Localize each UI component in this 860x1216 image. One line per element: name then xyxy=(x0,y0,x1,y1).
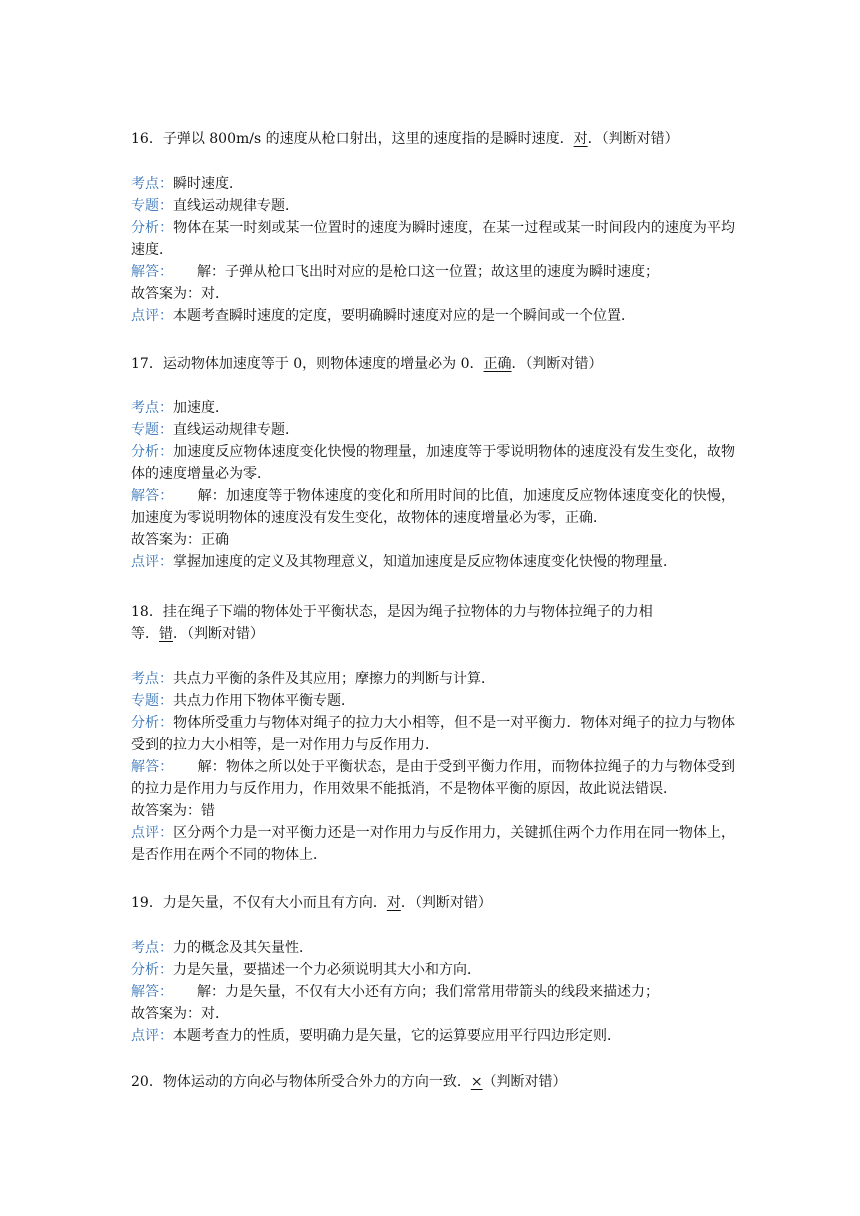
jieda-label: 解答： xyxy=(131,488,174,504)
kaodian-text: 力的概念及其矢量性． xyxy=(173,940,313,956)
question-suffix: ．（判断对错） xyxy=(400,895,492,911)
question-answer: 对 xyxy=(386,895,401,911)
fenxi-row xyxy=(131,441,735,485)
kaodian-row xyxy=(131,397,735,419)
question-stem-line2: 等． xyxy=(131,626,159,642)
question-stem-line1: 18．挂在绳子下端的物体处于平衡状态，是因为绳子拉物体的力与物体拉绳子的力相 xyxy=(131,604,653,620)
fenxi-text: 加速度反应物体速度变化快慢的物理量，加速度等于零说明物体的速度没有发生变化，故物体的速度增量必为零． xyxy=(131,444,736,482)
fenxi-text: 力是矢量，要描述一个力必须说明其大小和方向． xyxy=(173,962,481,978)
jieda-text: 解：子弹从枪口飞出时对应的是枪口这一位置；故这里的速度为瞬时速度； xyxy=(197,264,659,280)
dianping-text: 掌握加速度的定义及其物理意义，知道加速度是反应物体速度变化快慢的物理量． xyxy=(173,554,677,570)
zhuanti-text: 直线运动规律专题． xyxy=(173,198,299,214)
question-17 xyxy=(131,353,731,375)
kaodian-row xyxy=(131,173,735,195)
zhuanti-text: 共点力作用下物体平衡专题． xyxy=(173,693,355,709)
question-suffix: ．（判断对错） xyxy=(587,131,679,147)
fenxi-row xyxy=(131,712,735,756)
zhuanti-text: 直线运动规律专题． xyxy=(173,422,299,438)
question-18 xyxy=(131,601,731,645)
question-stem: 20．物体运动的方向必与物体所受合外力的方向一致． xyxy=(131,1074,471,1090)
dianping-label: 点评： xyxy=(131,825,174,841)
fenxi-text: 物体所受重力与物体对绳子的拉力大小相等，但不是一对平衡力．物体对绳子的拉力与物体受到的拉力大小相等，是一对作用力与反作用力． xyxy=(131,715,736,753)
jieda-text: 解：加速度等于物体速度的变化和所用时间的比值，加速度反应物体速度变化的快慢，加速度为零说明物体的速度没有发生变化，故物体的速度增量必为零，正确． xyxy=(131,488,736,526)
fenxi-label: 分析： xyxy=(131,715,174,731)
final-answer: 故答案为：对． xyxy=(131,1006,229,1022)
kaodian-label: 考点： xyxy=(131,400,173,416)
fenxi-row xyxy=(131,217,735,261)
jieda-text: 解：力是矢量，不仅有大小还有方向；我们常常用带箭头的线段来描述力； xyxy=(197,984,659,1000)
zhuanti-label: 专题： xyxy=(131,198,173,214)
fenxi-text: 物体在某一时刻或某一位置时的速度为瞬时速度，在某一过程或某一时间段内的速度为平均速度． xyxy=(131,220,736,258)
fenxi-label: 分析： xyxy=(131,220,174,236)
dianping-text: 本题考查力的性质，要明确力是矢量，它的运算要应用平行四边形定则． xyxy=(173,1028,621,1044)
kaodian-label: 考点： xyxy=(131,671,173,687)
kaodian-text: 加速度． xyxy=(173,400,229,416)
jieda-label: 解答： xyxy=(131,264,173,280)
zhuanti-row xyxy=(131,690,735,712)
final-answer: 故答案为：错 xyxy=(131,803,215,819)
kaodian-text: 瞬时速度． xyxy=(173,176,243,192)
dianping-row xyxy=(131,1025,735,1047)
dianping-label: 点评： xyxy=(131,1028,173,1044)
dianping-label: 点评： xyxy=(131,308,173,324)
solution-16 xyxy=(131,173,735,327)
question-answer: 错 xyxy=(159,626,173,642)
dianping-row xyxy=(131,822,735,866)
question-stem: 19．力是矢量，不仅有大小而且有方向． xyxy=(131,895,387,911)
kaodian-label: 考点： xyxy=(131,176,173,192)
question-20 xyxy=(131,1071,731,1093)
question-answer: 对 xyxy=(573,131,588,147)
question-16 xyxy=(131,128,731,150)
zhuanti-label: 专题： xyxy=(131,693,173,709)
dianping-row xyxy=(131,551,735,573)
jieda-label: 解答： xyxy=(131,984,173,1000)
fenxi-label: 分析： xyxy=(131,962,173,978)
kaodian-row xyxy=(131,668,735,690)
fenxi-row xyxy=(131,959,735,981)
jieda-row xyxy=(131,981,735,1003)
dianping-label: 点评： xyxy=(131,554,173,570)
fenxi-label: 分析： xyxy=(131,444,174,460)
zhuanti-row xyxy=(131,419,735,441)
question-answer: 正确 xyxy=(483,356,512,372)
solution-19 xyxy=(131,937,735,1047)
jieda-row xyxy=(131,485,735,529)
dianping-row xyxy=(131,305,735,327)
kaodian-label: 考点： xyxy=(131,940,173,956)
zhuanti-row xyxy=(131,195,735,217)
solution-18 xyxy=(131,668,735,866)
dianping-text: 区分两个力是一对平衡力还是一对作用力与反作用力，关键抓住两个力作用在同一物体上，是否作用在两个不同的物体上． xyxy=(131,825,736,863)
question-suffix: （判断对错） xyxy=(482,1074,567,1090)
zhuanti-label: 专题： xyxy=(131,422,173,438)
question-suffix: ．（判断对错） xyxy=(511,356,603,372)
final-answer: 故答案为：正确 xyxy=(131,532,229,548)
jieda-row xyxy=(131,756,735,800)
question-answer: × xyxy=(470,1074,483,1090)
jieda-text: 解：物体之所以处于平衡状态，是由于受到平衡力作用，而物体拉绳子的力与物体受到的拉力是作用力与反作用力，作用效果不能抵消，不是物体平衡的原因，故此说法错误． xyxy=(131,759,736,797)
final-answer: 故答案为：对． xyxy=(131,286,229,302)
solution-17 xyxy=(131,397,735,573)
question-stem: 16．子弹以 800m/s 的速度从枪口射出，这里的速度指的是瞬时速度． xyxy=(131,131,574,147)
kaodian-text: 共点力平衡的条件及其应用；摩擦力的判断与计算． xyxy=(173,671,495,687)
jieda-row xyxy=(131,261,735,283)
dianping-text: 本题考查瞬时速度的定度，要明确瞬时速度对应的是一个瞬间或一个位置． xyxy=(173,308,635,324)
question-stem: 17．运动物体加速度等于 0，则物体速度的增量必为 0． xyxy=(131,356,484,372)
kaodian-row xyxy=(131,937,735,959)
jieda-label: 解答： xyxy=(131,759,174,775)
question-19 xyxy=(131,892,731,914)
question-suffix: ．（判断对错） xyxy=(173,626,264,642)
